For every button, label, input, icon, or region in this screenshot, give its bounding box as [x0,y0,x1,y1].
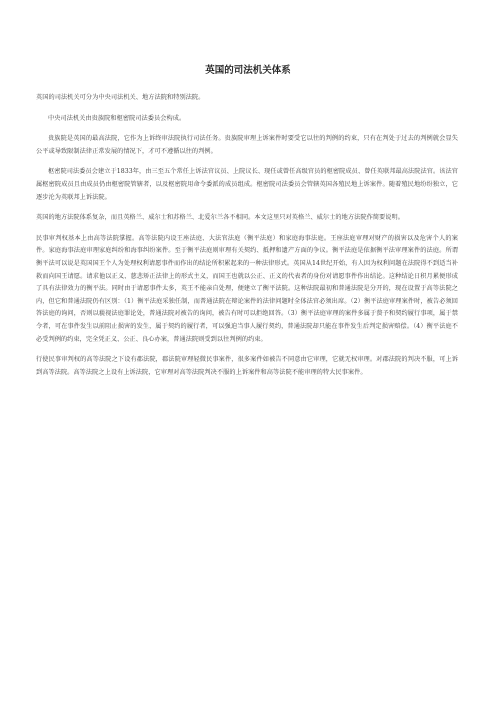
paragraph-central-organs: 中央司法机关由贵族院和枢密院司法委员会构成。 [48,114,186,122]
paragraph-privy-council: 枢密院司法委员会建立于1833年，由三至五个常任上诉法官议员、上院议长、现任或曾任高级官员的枢密院成员、曾任英联邦最高法院法官。该法官属枢密院成员且由成员仍由枢密院管辖者，以及枢密院用命令委派的成员组成。枢密院司法委员会管辖英国各殖民地上诉案件。随着殖民地纷纷独立，它逐步沦为英联邦上诉法院。 [36,168,458,201]
paragraph-county-courts: 行使民事审判权的高等法院之下设有郡法院，郡法院审理轻微民事案件，很多案件如被告不同意由它审理，它就无权审理。对郡法院的判决不服，可上诉到高等法院。高等法院之上设有上诉法院，它审理对高等法院判决不服的上诉案件和高等法院不能审理的特大民事案件。 [36,356,458,376]
document-body [36,92,458,379]
paragraph-local-courts: 英国的地方法院体系复杂，而且英格兰、威尔士和苏格兰、北爱尔兰各不相同。本文这里只对英格兰、威尔士的地方法院作简要说明。 [36,214,405,222]
paragraph-civil-jurisdiction: 民事审判权基本上由高等法院掌握。高等法院内设王座法庭、大法官法庭（衡平法庭）和家庭海事法庭。王座法庭审理对财产的损害以及危害个人的案件。家庭海事法庭审理家庭纠纷和海事纠纷案件。至于衡平法庭则审理有关契约、抵押和遗产方面的争议。衡平法庭是依据衡平法审理案件的法庭。所谓衡平法可以说是英国国王个人为处理权利请愿事件而作出的结论所积累起来的一种法律形式。英国从14世纪开始，有人因为权利问题在法院得不到适当补救而向国王请愿。请求他以正义、慈悲矫正法律上的形式主义，而国王也就以公正、正义的代表者的身份对请愿事件作出结论。这种结论日积月累便形成了具有法律效力的衡平法。同时由于请愿事件太多，英王不能亲自处理，便建立了衡平法院。这种法院最初和普通法院是分开的，现在设置于高等法院之内，但它和普通法院仍有区别：（1）衡平法庭采独任制，而普通法院在辩论案件的法律问题时全体法官必须出席。（2）衡平法庭审理案件时，被告必须回答法庭的询问，否则以藐视法庭罪论处，普通法院对被告的询问，被告有时可以拒绝回答。（3）衡平法庭审理的案件多属于赘予和契约履行事项，属于禁令者，可在事件发生以前阻止损害的发生，属于契约的履行者，可以强迫当事人履行契约，普通法院却只能在事件发生后判定损害赔偿。（4）衡平法庭不必受判例的约束，完全凭正义、公正、良心办案，普通法院则受到以往判例的约束。 [36,234,458,343]
document-title: 英国的司法机关体系 [205,65,291,76]
paragraph-intro: 英国的司法机关可分为中央司法机关、地方法院和特别法院。 [36,94,205,101]
paragraph-house-of-lords: 贵族院是英国的最高法院，它作为上诉终审法院执行司法任务。贵族院审理上诉案件时要受它以往的判例的约束，只有在判处于过去的判例就会显失公平或导致限制法律正常发展的情况下，才可不遵循以往的判例。 [36,135,458,155]
